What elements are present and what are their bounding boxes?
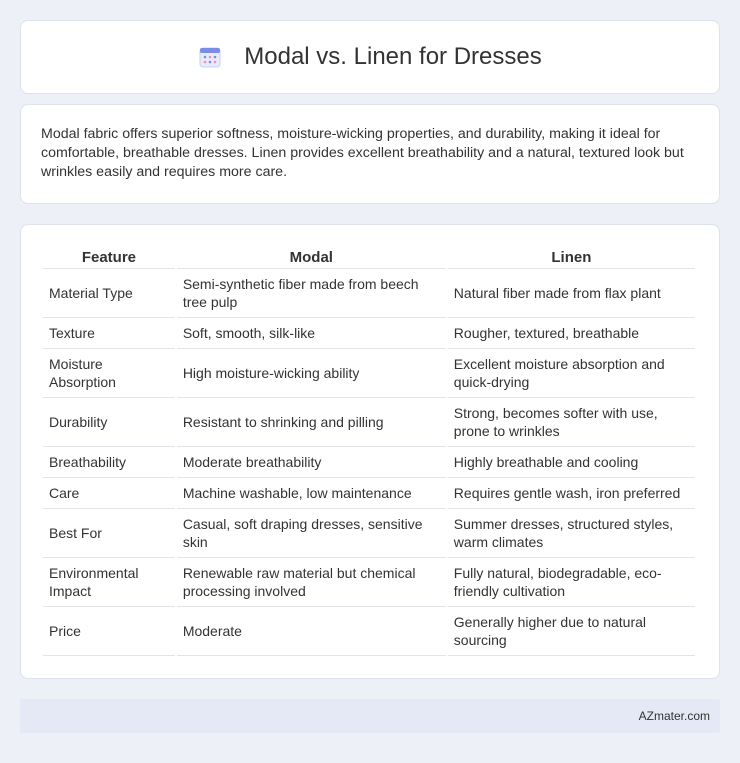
description-card	[20, 104, 720, 204]
cell-modal: Renewable raw material but chemical processing involved	[177, 558, 446, 607]
table-row	[43, 349, 695, 398]
page-title: Modal vs. Linen for Dresses	[244, 43, 542, 70]
cell-linen: Natural fiber made from flax plant	[448, 269, 695, 318]
cell-feature: Texture	[43, 318, 175, 349]
cell-modal: High moisture-wicking ability	[177, 349, 446, 398]
cell-feature: Price	[43, 607, 175, 656]
cell-feature: Care	[43, 478, 175, 509]
cell-linen: Highly breathable and cooling	[448, 447, 695, 478]
title-wrap	[198, 43, 541, 71]
title-card	[20, 20, 720, 94]
comparison-table	[41, 245, 697, 656]
table-header-row	[43, 245, 695, 269]
cell-linen: Fully natural, biodegradable, eco-friendly cultivation	[448, 558, 695, 607]
header-linen: Linen	[448, 245, 695, 269]
header-modal: Modal	[177, 245, 446, 269]
cell-feature: Environmental Impact	[43, 558, 175, 607]
cell-linen: Strong, becomes softer with use, prone to wrinkles	[448, 398, 695, 447]
cell-linen: Summer dresses, structured styles, warm climates	[448, 509, 695, 558]
cell-linen: Generally higher due to natural sourcing	[448, 607, 695, 656]
table-card	[20, 224, 720, 679]
cell-feature: Breathability	[43, 447, 175, 478]
cell-modal: Casual, soft draping dresses, sensitive skin	[177, 509, 446, 558]
table-body	[43, 269, 695, 656]
footer	[20, 699, 720, 733]
table-row	[43, 269, 695, 318]
calendar-icon	[198, 45, 222, 69]
cell-modal: Moderate breathability	[177, 447, 446, 478]
header-feature: Feature	[43, 245, 175, 269]
cell-feature: Moisture Absorption	[43, 349, 175, 398]
cell-linen: Rougher, textured, breathable	[448, 318, 695, 349]
table-row	[43, 318, 695, 349]
cell-modal: Semi-synthetic fiber made from beech tree pulp	[177, 269, 446, 318]
table-row	[43, 478, 695, 509]
cell-modal: Resistant to shrinking and pilling	[177, 398, 446, 447]
description-text: Modal fabric offers superior softness, moisture-wicking properties, and durability, making it ideal for comfortable, breathable dresses. Linen provides excellent breathability and a natural, textured look but wrinkles easily and requires more care.	[41, 126, 684, 180]
table-row	[43, 509, 695, 558]
cell-feature: Material Type	[43, 269, 175, 318]
cell-linen: Excellent moisture absorption and quick-drying	[448, 349, 695, 398]
cell-modal: Soft, smooth, silk-like	[177, 318, 446, 349]
cell-modal: Moderate	[177, 607, 446, 656]
table-row	[43, 607, 695, 656]
table-row	[43, 447, 695, 478]
footer-brand: AZmater.com	[638, 709, 710, 723]
cell-modal: Machine washable, low maintenance	[177, 478, 446, 509]
cell-feature: Durability	[43, 398, 175, 447]
table-row	[43, 558, 695, 607]
cell-linen: Requires gentle wash, iron preferred	[448, 478, 695, 509]
cell-feature: Best For	[43, 509, 175, 558]
table-row	[43, 398, 695, 447]
